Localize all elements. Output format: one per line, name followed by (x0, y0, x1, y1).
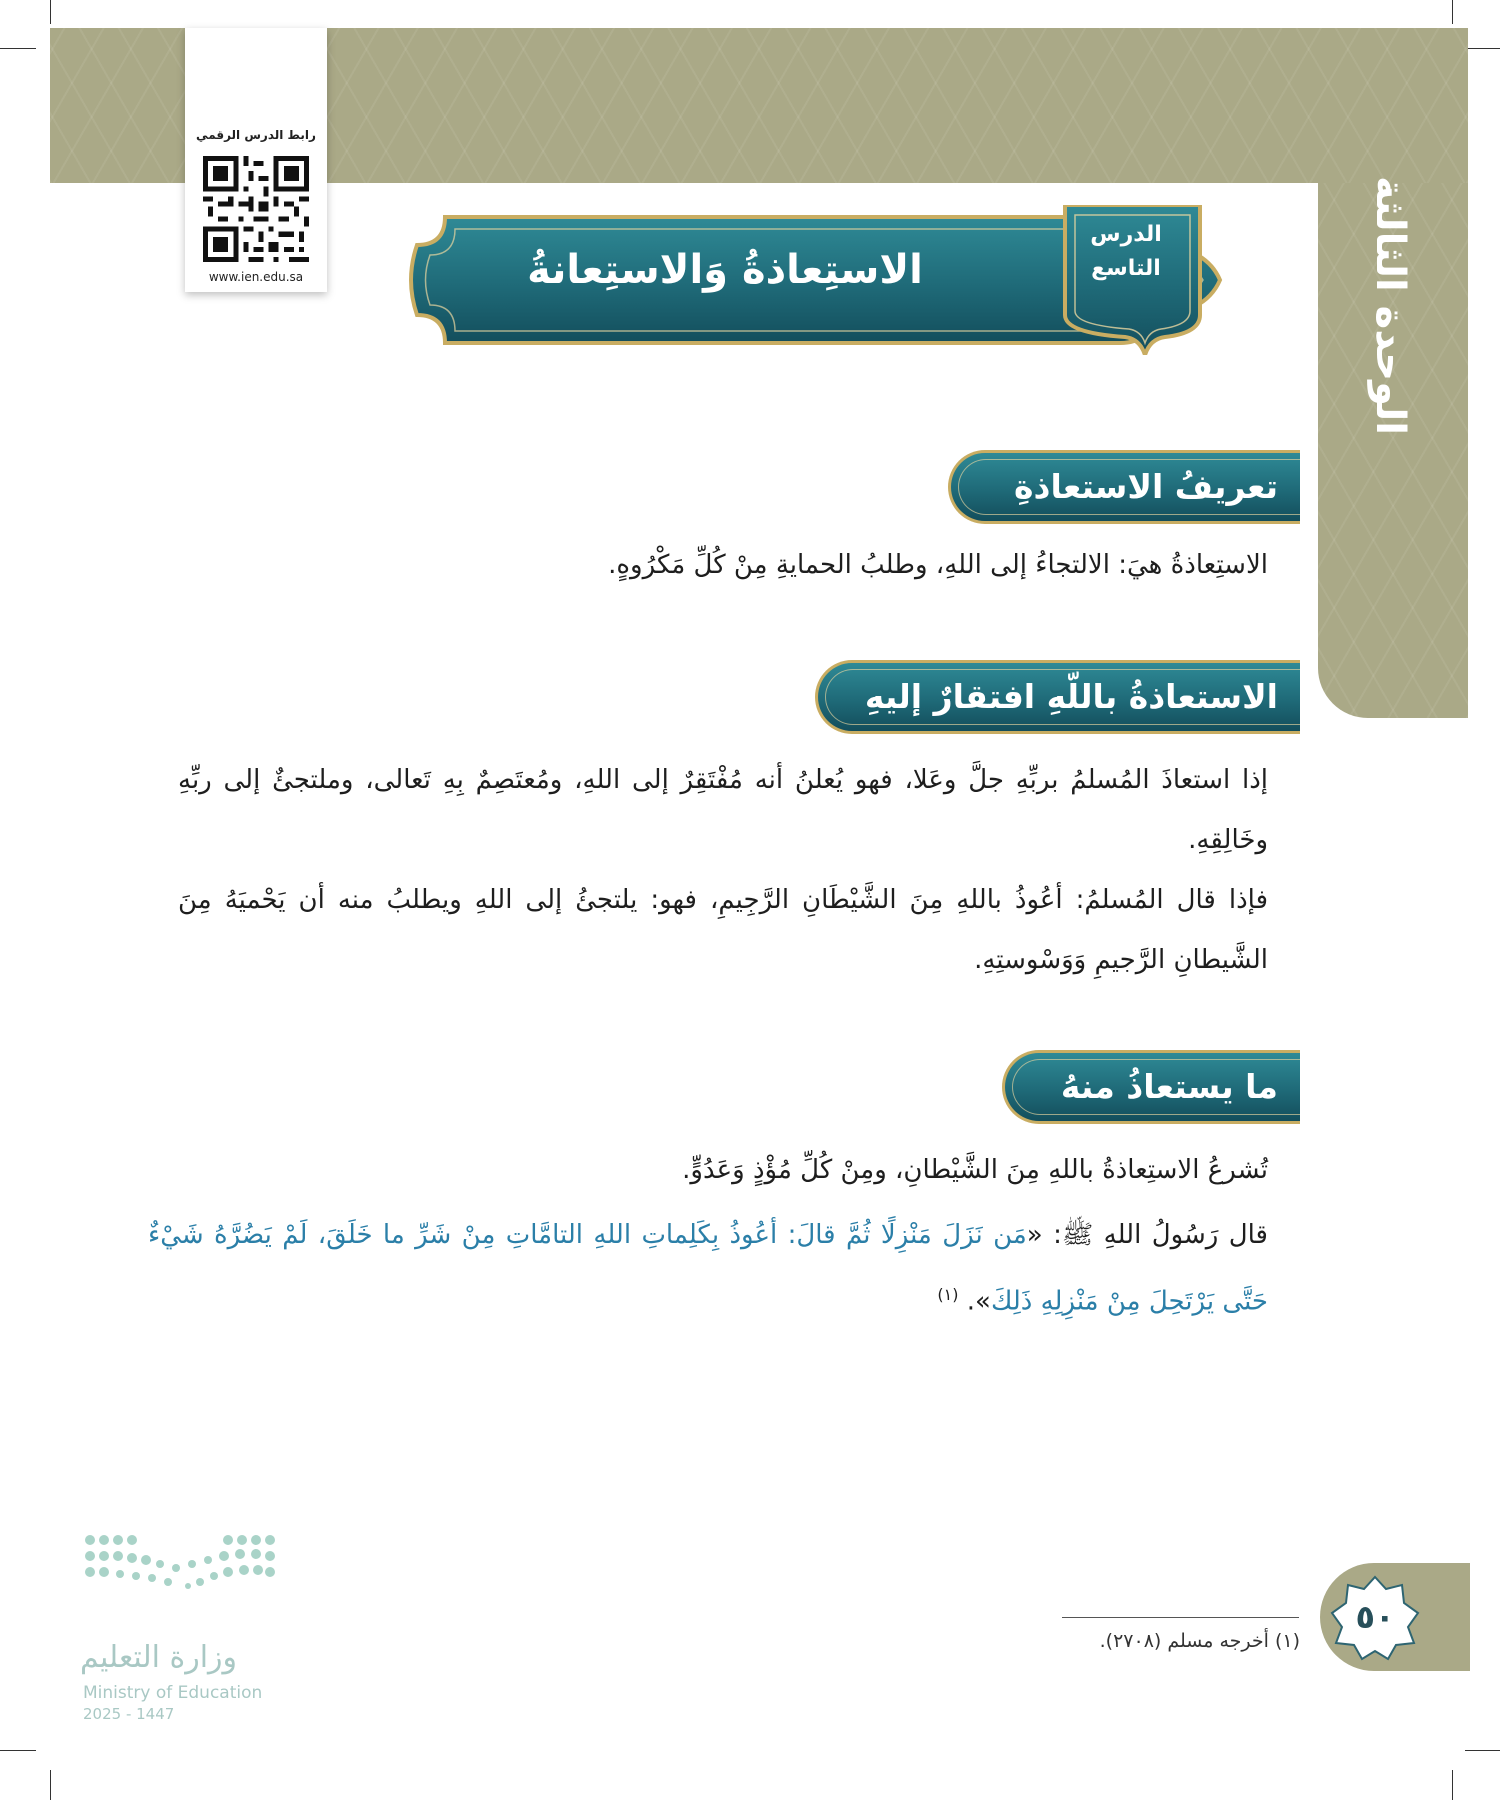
hadith-intro: قال رَسُولُ اللهِ ﷺ: « (1026, 1220, 1268, 1250)
crop-mark (0, 48, 36, 49)
ministry-name-ar: وزارة التعليم (80, 1640, 238, 1675)
crop-mark (0, 1750, 36, 1751)
lesson-number-badge (1068, 218, 1184, 286)
lesson-badge-line2: التاسع (1091, 256, 1161, 281)
definition-paragraph: الاستِعاذةُ هيَ: الالتجاءُ إلى اللهِ، وطلبُ الحمايةِ مِنْ كُلِّ مَكْرُوهٍ. (608, 550, 1268, 580)
hadith-text: مَن نَزَلَ مَنْزِلًا ثُمَّ قالَ: أعُوذُ بِكَلِماتِ اللهِ التامَّاتِ مِنْ شَرِّ ما خَلَقَ، لَمْ يَضُرَّهُ شَيْءٌ حَتَّى يَرْتَحِلَ مِنْ مَنْزِلِهِ ذَلِكَ (148, 1220, 1268, 1317)
hadith-close: ». (958, 1286, 991, 1317)
section-heading-label: الاستعاذةُ باللّهِ افتقارٌ إليهِ (864, 677, 1278, 716)
need-paragraph-1: إذا استعاذَ المُسلمُ بربِّهِ جلَّ وعَلا، فهو يُعلنُ أنه مُفْتَقِرٌ إلى اللهِ، ومُعتَصِمٌ بِهِ تَعالى، وملتجئٌ إلى ربِّهِ وخَالِقِهِ. (178, 765, 1268, 855)
ministry-year: 2025 - 1447 (83, 1705, 175, 1723)
need-paragraph-2: فإذا قال المُسلمُ: أعُوذُ باللهِ مِنَ الشَّيْطَانِ الرَّجِيمِ، فهو: يلتجئُ إلى اللهِ ويطلبُ منه أن يَحْميَهُ مِنَ الشَّيطانِ الرَّجيمِ وَوَسْوستِهِ. (178, 885, 1268, 975)
section-heading-label: تعريفُ الاستعاذةِ (1014, 467, 1278, 506)
footnote: (١) أخرجه مسلم (٢٧٠٨). (1099, 1630, 1300, 1652)
unit-title: الوحدة الثالثة (1367, 175, 1413, 435)
section-heading-definition (948, 450, 1300, 524)
crop-mark (50, 0, 51, 24)
page-number: ٥٠ (1355, 1598, 1395, 1636)
footnote-divider (1062, 1617, 1299, 1618)
section-heading-label: ما يستعاذُ منهُ (1060, 1067, 1278, 1106)
qr-card[interactable] (185, 28, 327, 292)
section-heading-need (815, 660, 1300, 734)
footnote-ref[interactable]: (١) (937, 1285, 959, 1304)
crop-mark (1452, 0, 1453, 24)
lesson-title: الاستِعاذةُ وَالاستِعانةُ (527, 247, 923, 293)
sought-paragraph: تُشرعُ الاستِعاذةُ باللهِ مِنَ الشَّيْطانِ، ومِنْ كُلِّ مُؤْذٍ وَعَدُوٍّ. (682, 1155, 1268, 1185)
crop-mark (1452, 1770, 1453, 1800)
crop-mark (50, 1770, 51, 1800)
qr-url-link[interactable]: www.ien.edu.sa (208, 270, 304, 284)
crop-mark (1465, 48, 1500, 49)
lesson-badge-line1: الدرس (1090, 222, 1162, 247)
hadith-paragraph (148, 1205, 1268, 1332)
section-heading-sought-from (1002, 1050, 1300, 1124)
ministry-name-en: Ministry of Education (83, 1683, 263, 1703)
crop-mark (1465, 1750, 1500, 1751)
qr-code-icon[interactable] (203, 156, 309, 262)
qr-label: رابط الدرس الرقمي (196, 128, 316, 142)
